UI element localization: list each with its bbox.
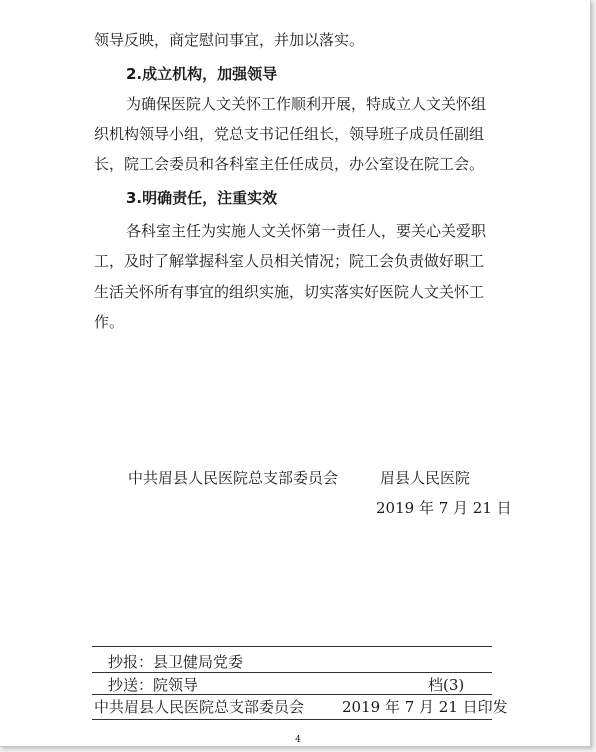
footer-rule-top	[92, 646, 492, 647]
page-number: 4	[295, 735, 301, 745]
body-line: 为确保医院人文关怀工作顺利开展，特成立人文关怀组	[126, 95, 487, 113]
cc-report-line: 抄报：县卫健局党委	[108, 653, 244, 671]
footer-rule-bottom	[92, 719, 492, 720]
section-heading-2: 2.成立机构，加强领导	[126, 65, 278, 83]
file-number: 档(3)	[428, 676, 465, 694]
body-line: 工，及时了解掌握科室人员相关情况；院工会负责做好职工	[94, 252, 485, 270]
cc-send-line: 抄送：院领导	[108, 676, 199, 694]
footer-rule-middle	[92, 672, 492, 673]
signature-date: 2019 年 7 月 21 日	[376, 499, 512, 517]
body-line: 生活关怀所有事宜的组织实施，切实落实好医院人文关怀工	[94, 283, 485, 301]
body-line: 领导反映，商定慰问事宜，并加以落实。	[94, 31, 365, 49]
signature-org-hospital: 眉县人民医院	[380, 469, 471, 487]
body-line: 长，院工会委员和各科室主任任成员，办公室设在院工会。	[94, 155, 485, 173]
footer-rule-lower	[92, 694, 492, 695]
body-line: 各科室主任为实施人文关怀第一责任人，要关心关爱职	[126, 222, 487, 240]
issue-date: 2019 年 7 月 21 日印发	[342, 698, 508, 716]
body-line: 织机构领导小组，党总支书记任组长，领导班子成员任副组	[94, 125, 485, 143]
issuer-org: 中共眉县人民医院总支部委员会	[94, 698, 305, 716]
body-line: 作。	[94, 313, 125, 331]
signature-org-party: 中共眉县人民医院总支部委员会	[128, 469, 339, 487]
section-heading-3: 3.明确责任，注重实效	[126, 189, 278, 207]
